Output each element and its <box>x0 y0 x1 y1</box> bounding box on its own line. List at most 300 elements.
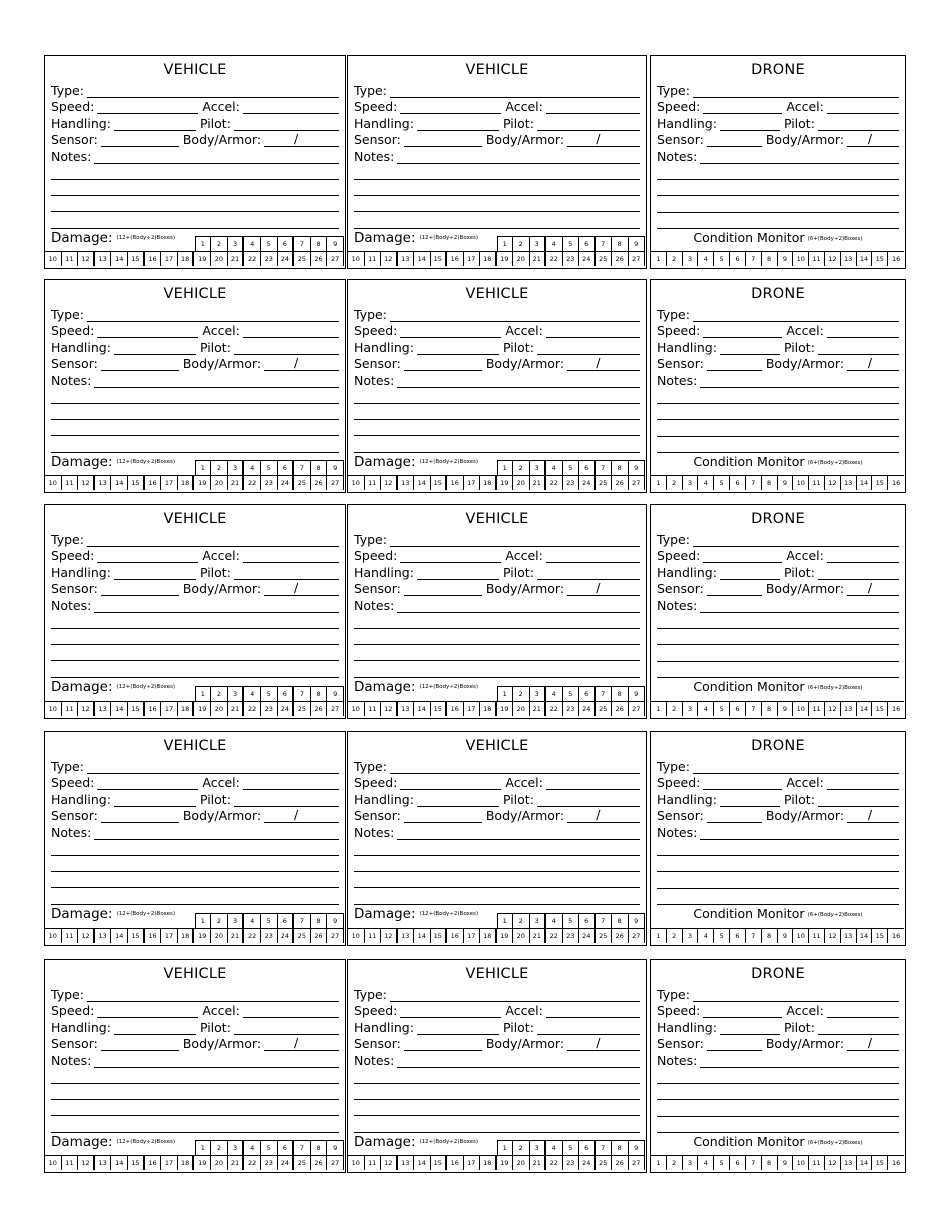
damage-box-19[interactable]: 19 <box>497 1156 514 1170</box>
damage-box-11[interactable]: 11 <box>365 702 382 716</box>
damage-box-12[interactable]: 12 <box>381 476 398 490</box>
damage-box-9[interactable]: 9 <box>327 461 344 475</box>
damage-box-20[interactable]: 20 <box>513 929 530 943</box>
damage-box-2[interactable]: 2 <box>211 461 228 475</box>
condition-box-5[interactable]: 5 <box>714 929 730 943</box>
damage-box-1[interactable]: 1 <box>195 461 212 475</box>
damage-box-2[interactable]: 2 <box>211 1141 228 1155</box>
condition-box-1[interactable]: 1 <box>651 476 667 490</box>
notes-line[interactable] <box>657 212 899 213</box>
sensor-field[interactable] <box>101 358 179 371</box>
damage-box-5[interactable]: 5 <box>261 687 278 701</box>
damage-box-2[interactable]: 2 <box>211 687 228 701</box>
body-armor-field[interactable] <box>264 1035 339 1051</box>
damage-box-4[interactable]: 4 <box>546 237 563 251</box>
damage-box-24[interactable]: 24 <box>579 252 596 266</box>
damage-box-1[interactable]: 1 <box>195 914 212 928</box>
notes-line[interactable] <box>51 211 339 212</box>
notes-line[interactable] <box>657 871 899 872</box>
condition-box-8[interactable]: 8 <box>762 476 778 490</box>
accel-field[interactable] <box>243 1005 339 1018</box>
notes-line[interactable] <box>51 871 339 872</box>
condition-box-16[interactable]: 16 <box>891 255 901 263</box>
damage-box-26[interactable]: 26 <box>311 929 328 943</box>
damage-box-27[interactable]: 27 <box>327 929 344 943</box>
notes-line[interactable] <box>51 452 339 453</box>
damage-box-25[interactable]: 25 <box>596 1156 613 1170</box>
sensor-field[interactable] <box>101 1038 179 1051</box>
damage-box-9[interactable]: 9 <box>629 687 646 701</box>
condition-box-16[interactable]: 16 <box>891 705 901 713</box>
damage-box-26[interactable]: 26 <box>612 476 629 490</box>
damage-box-24[interactable]: 24 <box>579 929 596 943</box>
damage-box-14[interactable]: 14 <box>414 929 431 943</box>
damage-box-15[interactable]: 15 <box>431 1156 448 1170</box>
body-armor-field[interactable] <box>264 355 339 371</box>
condition-box-5[interactable]: 5 <box>714 702 730 716</box>
damage-box-8[interactable]: 8 <box>612 461 629 475</box>
body-armor-field[interactable] <box>264 580 339 596</box>
damage-box-19[interactable]: 19 <box>194 1156 211 1170</box>
condition-box-16[interactable]: 16 <box>891 1159 901 1167</box>
damage-box-22[interactable]: 22 <box>244 252 261 266</box>
damage-box-26[interactable]: 26 <box>612 702 629 716</box>
damage-box-13[interactable]: 13 <box>398 929 415 943</box>
damage-box-19[interactable]: 19 <box>497 929 514 943</box>
condition-box-7[interactable]: 7 <box>746 1156 762 1170</box>
damage-box-22[interactable]: 22 <box>546 929 563 943</box>
type-field[interactable] <box>693 989 899 1002</box>
notes-field[interactable] <box>397 600 640 613</box>
type-field[interactable] <box>390 989 640 1002</box>
damage-box-24[interactable]: 24 <box>278 252 295 266</box>
type-field[interactable] <box>390 761 640 774</box>
condition-box-12[interactable]: 12 <box>825 1156 841 1170</box>
damage-box-14[interactable]: 14 <box>414 1156 431 1170</box>
notes-line[interactable] <box>51 1083 339 1084</box>
damage-box-7[interactable]: 7 <box>596 1141 613 1155</box>
damage-box-7[interactable]: 7 <box>294 687 311 701</box>
damage-box-17[interactable]: 17 <box>161 252 178 266</box>
condition-box-11[interactable]: 11 <box>809 476 825 490</box>
pilot-field[interactable] <box>818 342 899 355</box>
notes-line[interactable] <box>657 1099 899 1100</box>
notes-line[interactable] <box>51 419 339 420</box>
type-field[interactable] <box>87 989 339 1002</box>
pilot-field[interactable] <box>537 342 640 355</box>
sensor-field[interactable] <box>707 358 762 371</box>
notes-line[interactable] <box>657 179 899 180</box>
damage-box-4[interactable]: 4 <box>244 687 261 701</box>
damage-box-7[interactable]: 7 <box>596 687 613 701</box>
notes-line[interactable] <box>657 403 899 404</box>
damage-box-5[interactable]: 5 <box>563 914 580 928</box>
condition-box-11[interactable]: 11 <box>809 252 825 266</box>
damage-box-7[interactable]: 7 <box>596 914 613 928</box>
notes-line[interactable] <box>354 452 640 453</box>
damage-box-17[interactable]: 17 <box>161 929 178 943</box>
accel-field[interactable] <box>827 550 899 563</box>
damage-box-7[interactable]: 7 <box>294 1141 311 1155</box>
damage-box-13[interactable]: 13 <box>398 476 415 490</box>
damage-box-13[interactable]: 13 <box>398 702 415 716</box>
sensor-field[interactable] <box>404 134 482 147</box>
damage-box-25[interactable]: 25 <box>596 929 613 943</box>
damage-box-13[interactable]: 13 <box>95 476 112 490</box>
damage-box-5[interactable]: 5 <box>261 237 278 251</box>
damage-box-17[interactable]: 17 <box>161 702 178 716</box>
damage-box-4[interactable]: 4 <box>244 237 261 251</box>
notes-field[interactable] <box>397 1055 640 1068</box>
accel-field[interactable] <box>243 325 339 338</box>
notes-line[interactable] <box>354 871 640 872</box>
damage-box-27[interactable]: 27 <box>327 476 344 490</box>
damage-box-6[interactable]: 6 <box>278 1141 295 1155</box>
damage-box-3[interactable]: 3 <box>228 914 245 928</box>
damage-box-26[interactable]: 26 <box>311 702 328 716</box>
damage-box-26[interactable]: 26 <box>612 929 629 943</box>
damage-box-17[interactable]: 17 <box>464 476 481 490</box>
speed-field[interactable] <box>703 101 782 114</box>
damage-box-5[interactable]: 5 <box>261 1141 278 1155</box>
notes-line[interactable] <box>657 855 899 856</box>
notes-field[interactable] <box>700 827 899 840</box>
speed-field[interactable] <box>400 1005 501 1018</box>
notes-line[interactable] <box>354 435 640 436</box>
type-field[interactable] <box>693 85 899 98</box>
damage-box-8[interactable]: 8 <box>311 914 328 928</box>
notes-line[interactable] <box>354 677 640 678</box>
damage-box-10[interactable]: 10 <box>45 702 62 716</box>
notes-line[interactable] <box>51 179 339 180</box>
damage-box-23[interactable]: 23 <box>261 929 278 943</box>
pilot-field[interactable] <box>234 794 339 807</box>
damage-box-18[interactable]: 18 <box>480 476 497 490</box>
damage-box-1[interactable]: 1 <box>497 914 514 928</box>
pilot-field[interactable] <box>234 118 339 131</box>
damage-box-6[interactable]: 6 <box>278 687 295 701</box>
condition-box-15[interactable]: 15 <box>872 1156 888 1170</box>
condition-box-1[interactable]: 1 <box>651 929 667 943</box>
damage-box-1[interactable]: 1 <box>497 687 514 701</box>
damage-box-21[interactable]: 21 <box>530 1156 547 1170</box>
handling-field[interactable] <box>114 1022 196 1035</box>
condition-box-10[interactable]: 10 <box>793 1156 809 1170</box>
damage-box-20[interactable]: 20 <box>211 476 228 490</box>
body-armor-field[interactable] <box>567 355 640 371</box>
damage-box-16[interactable]: 16 <box>145 252 162 266</box>
damage-box-14[interactable]: 14 <box>414 252 431 266</box>
damage-box-11[interactable]: 11 <box>365 1156 382 1170</box>
notes-line[interactable] <box>354 211 640 212</box>
notes-line[interactable] <box>51 628 339 629</box>
sensor-field[interactable] <box>707 1038 762 1051</box>
damage-box-21[interactable]: 21 <box>530 702 547 716</box>
damage-box-7[interactable]: 7 <box>596 237 613 251</box>
damage-box-8[interactable]: 8 <box>612 1141 629 1155</box>
accel-field[interactable] <box>243 101 339 114</box>
damage-box-21[interactable]: 21 <box>530 252 547 266</box>
damage-box-19[interactable]: 19 <box>194 702 211 716</box>
damage-box-2[interactable]: 2 <box>513 237 530 251</box>
handling-field[interactable] <box>114 118 196 131</box>
condition-box-9[interactable]: 9 <box>778 476 794 490</box>
condition-box-5[interactable]: 5 <box>714 252 730 266</box>
damage-box-17[interactable]: 17 <box>161 1156 178 1170</box>
damage-box-13[interactable]: 13 <box>398 1156 415 1170</box>
notes-line[interactable] <box>354 904 640 905</box>
damage-box-22[interactable]: 22 <box>244 702 261 716</box>
damage-box-23[interactable]: 23 <box>261 476 278 490</box>
handling-field[interactable] <box>114 794 196 807</box>
damage-box-1[interactable]: 1 <box>497 237 514 251</box>
condition-box-2[interactable]: 2 <box>667 702 683 716</box>
damage-box-20[interactable]: 20 <box>211 702 228 716</box>
damage-box-24[interactable]: 24 <box>278 929 295 943</box>
damage-box-11[interactable]: 11 <box>62 252 79 266</box>
condition-box-12[interactable]: 12 <box>825 476 841 490</box>
damage-box-18[interactable]: 18 <box>178 702 195 716</box>
condition-box-13[interactable]: 13 <box>841 1156 857 1170</box>
condition-box-8[interactable]: 8 <box>762 929 778 943</box>
damage-box-1[interactable]: 1 <box>195 1141 212 1155</box>
damage-box-14[interactable]: 14 <box>414 476 431 490</box>
damage-box-11[interactable]: 11 <box>62 476 79 490</box>
sensor-field[interactable] <box>707 810 762 823</box>
condition-box-5[interactable]: 5 <box>714 1156 730 1170</box>
notes-line[interactable] <box>51 403 339 404</box>
damage-box-6[interactable]: 6 <box>278 461 295 475</box>
damage-box-3[interactable]: 3 <box>228 687 245 701</box>
damage-box-14[interactable]: 14 <box>111 252 128 266</box>
damage-box-10[interactable]: 10 <box>348 476 365 490</box>
damage-box-18[interactable]: 18 <box>178 1156 195 1170</box>
damage-box-23[interactable]: 23 <box>563 702 580 716</box>
handling-field[interactable] <box>417 1022 499 1035</box>
damage-box-3[interactable]: 3 <box>530 687 547 701</box>
condition-box-1[interactable]: 1 <box>651 1156 667 1170</box>
damage-box-22[interactable]: 22 <box>546 1156 563 1170</box>
damage-box-25[interactable]: 25 <box>596 252 613 266</box>
speed-field[interactable] <box>703 1005 782 1018</box>
damage-box-19[interactable]: 19 <box>194 476 211 490</box>
damage-box-3[interactable]: 3 <box>228 237 245 251</box>
damage-box-18[interactable]: 18 <box>480 1156 497 1170</box>
damage-box-9[interactable]: 9 <box>629 914 646 928</box>
damage-box-8[interactable]: 8 <box>311 461 328 475</box>
handling-field[interactable] <box>720 1022 780 1035</box>
damage-box-5[interactable]: 5 <box>563 237 580 251</box>
condition-box-2[interactable]: 2 <box>667 476 683 490</box>
damage-box-26[interactable]: 26 <box>311 1156 328 1170</box>
damage-box-7[interactable]: 7 <box>294 237 311 251</box>
condition-box-14[interactable]: 14 <box>857 1156 873 1170</box>
damage-box-15[interactable]: 15 <box>128 252 145 266</box>
damage-box-12[interactable]: 12 <box>381 1156 398 1170</box>
notes-line[interactable] <box>354 195 640 196</box>
damage-box-6[interactable]: 6 <box>278 237 295 251</box>
notes-line[interactable] <box>657 436 899 437</box>
damage-box-25[interactable]: 25 <box>294 1156 311 1170</box>
condition-box-14[interactable]: 14 <box>857 476 873 490</box>
damage-box-14[interactable]: 14 <box>111 929 128 943</box>
speed-field[interactable] <box>97 101 198 114</box>
notes-field[interactable] <box>700 375 899 388</box>
damage-box-2[interactable]: 2 <box>513 914 530 928</box>
condition-box-15[interactable]: 15 <box>872 252 888 266</box>
notes-line[interactable] <box>354 887 640 888</box>
damage-box-16[interactable]: 16 <box>145 1156 162 1170</box>
damage-box-20[interactable]: 20 <box>513 252 530 266</box>
damage-box-10[interactable]: 10 <box>45 929 62 943</box>
damage-box-9[interactable]: 9 <box>327 1141 344 1155</box>
damage-box-15[interactable]: 15 <box>128 476 145 490</box>
damage-box-12[interactable]: 12 <box>381 252 398 266</box>
notes-line[interactable] <box>354 628 640 629</box>
condition-box-9[interactable]: 9 <box>778 929 794 943</box>
accel-field[interactable] <box>546 550 640 563</box>
condition-box-16[interactable]: 16 <box>891 932 901 940</box>
condition-box-16[interactable]: 16 <box>891 479 901 487</box>
damage-box-16[interactable]: 16 <box>447 929 464 943</box>
body-armor-field[interactable] <box>847 355 899 371</box>
sensor-field[interactable] <box>404 358 482 371</box>
notes-line[interactable] <box>354 1099 640 1100</box>
damage-box-11[interactable]: 11 <box>62 702 79 716</box>
damage-box-7[interactable]: 7 <box>294 914 311 928</box>
notes-line[interactable] <box>354 1083 640 1084</box>
pilot-field[interactable] <box>537 567 640 580</box>
damage-box-21[interactable]: 21 <box>228 1156 245 1170</box>
damage-box-8[interactable]: 8 <box>612 687 629 701</box>
speed-field[interactable] <box>97 325 198 338</box>
damage-box-4[interactable]: 4 <box>546 914 563 928</box>
handling-field[interactable] <box>720 118 780 131</box>
type-field[interactable] <box>87 534 339 547</box>
condition-box-11[interactable]: 11 <box>809 1156 825 1170</box>
damage-box-9[interactable]: 9 <box>629 461 646 475</box>
notes-field[interactable] <box>94 151 339 164</box>
damage-box-10[interactable]: 10 <box>348 929 365 943</box>
type-field[interactable] <box>693 761 899 774</box>
condition-box-10[interactable]: 10 <box>793 476 809 490</box>
damage-box-15[interactable]: 15 <box>128 702 145 716</box>
damage-box-10[interactable]: 10 <box>348 1156 365 1170</box>
damage-box-8[interactable]: 8 <box>612 237 629 251</box>
damage-box-17[interactable]: 17 <box>464 702 481 716</box>
damage-box-27[interactable]: 27 <box>629 929 646 943</box>
sensor-field[interactable] <box>101 583 179 596</box>
notes-line[interactable] <box>51 435 339 436</box>
condition-box-7[interactable]: 7 <box>746 252 762 266</box>
damage-box-15[interactable]: 15 <box>128 929 145 943</box>
condition-box-15[interactable]: 15 <box>872 702 888 716</box>
handling-field[interactable] <box>720 567 780 580</box>
damage-box-22[interactable]: 22 <box>546 702 563 716</box>
speed-field[interactable] <box>400 550 501 563</box>
damage-box-4[interactable]: 4 <box>244 914 261 928</box>
damage-box-23[interactable]: 23 <box>563 1156 580 1170</box>
damage-box-25[interactable]: 25 <box>294 476 311 490</box>
damage-box-26[interactable]: 26 <box>311 252 328 266</box>
damage-box-25[interactable]: 25 <box>596 476 613 490</box>
damage-box-21[interactable]: 21 <box>530 476 547 490</box>
handling-field[interactable] <box>417 794 499 807</box>
pilot-field[interactable] <box>537 794 640 807</box>
notes-field[interactable] <box>94 827 339 840</box>
body-armor-field[interactable] <box>567 807 640 823</box>
notes-line[interactable] <box>51 644 339 645</box>
damage-box-27[interactable]: 27 <box>629 476 646 490</box>
damage-box-6[interactable]: 6 <box>579 687 596 701</box>
damage-box-8[interactable]: 8 <box>311 687 328 701</box>
speed-field[interactable] <box>703 325 782 338</box>
condition-box-14[interactable]: 14 <box>857 702 873 716</box>
damage-box-24[interactable]: 24 <box>579 476 596 490</box>
sensor-field[interactable] <box>707 583 762 596</box>
damage-box-10[interactable]: 10 <box>348 252 365 266</box>
body-armor-field[interactable] <box>847 807 899 823</box>
damage-box-27[interactable]: 27 <box>327 702 344 716</box>
condition-box-4[interactable]: 4 <box>698 252 714 266</box>
handling-field[interactable] <box>720 342 780 355</box>
damage-box-12[interactable]: 12 <box>381 929 398 943</box>
condition-box-12[interactable]: 12 <box>825 702 841 716</box>
notes-line[interactable] <box>354 228 640 229</box>
damage-box-8[interactable]: 8 <box>311 237 328 251</box>
condition-box-15[interactable]: 15 <box>872 476 888 490</box>
notes-line[interactable] <box>657 419 899 420</box>
condition-box-7[interactable]: 7 <box>746 929 762 943</box>
notes-line[interactable] <box>657 677 899 678</box>
handling-field[interactable] <box>417 567 499 580</box>
pilot-field[interactable] <box>537 118 640 131</box>
damage-box-5[interactable]: 5 <box>563 1141 580 1155</box>
damage-box-16[interactable]: 16 <box>145 929 162 943</box>
damage-box-22[interactable]: 22 <box>244 476 261 490</box>
notes-line[interactable] <box>657 628 899 629</box>
type-field[interactable] <box>87 309 339 322</box>
notes-field[interactable] <box>94 1055 339 1068</box>
condition-box-3[interactable]: 3 <box>683 702 699 716</box>
accel-field[interactable] <box>546 1005 640 1018</box>
damage-box-12[interactable]: 12 <box>381 702 398 716</box>
notes-field[interactable] <box>700 1055 899 1068</box>
damage-box-4[interactable]: 4 <box>244 1141 261 1155</box>
damage-box-18[interactable]: 18 <box>178 252 195 266</box>
damage-box-11[interactable]: 11 <box>62 1156 79 1170</box>
accel-field[interactable] <box>546 325 640 338</box>
pilot-field[interactable] <box>234 567 339 580</box>
notes-line[interactable] <box>657 1116 899 1117</box>
damage-box-2[interactable]: 2 <box>513 1141 530 1155</box>
damage-box-18[interactable]: 18 <box>178 476 195 490</box>
condition-box-10[interactable]: 10 <box>793 252 809 266</box>
condition-box-3[interactable]: 3 <box>683 252 699 266</box>
damage-box-22[interactable]: 22 <box>546 476 563 490</box>
damage-box-4[interactable]: 4 <box>244 461 261 475</box>
handling-field[interactable] <box>417 118 499 131</box>
body-armor-field[interactable] <box>847 580 899 596</box>
notes-line[interactable] <box>354 855 640 856</box>
damage-box-11[interactable]: 11 <box>365 476 382 490</box>
condition-box-11[interactable]: 11 <box>809 702 825 716</box>
notes-line[interactable] <box>51 228 339 229</box>
damage-box-20[interactable]: 20 <box>211 252 228 266</box>
accel-field[interactable] <box>827 1005 899 1018</box>
damage-box-2[interactable]: 2 <box>513 461 530 475</box>
condition-box-12[interactable]: 12 <box>825 929 841 943</box>
